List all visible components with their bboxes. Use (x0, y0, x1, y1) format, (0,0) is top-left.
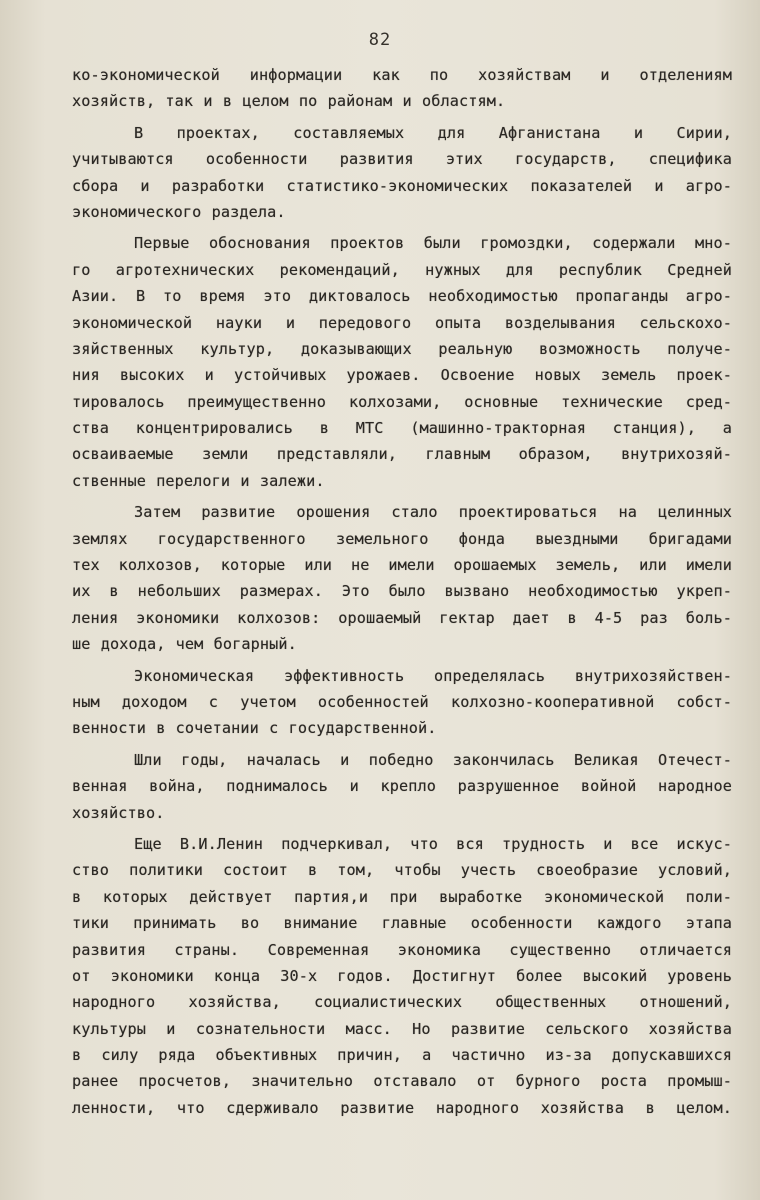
text-line: ко-экономической информации как по хозяйствам и отделениям (72, 66, 732, 84)
paragraph (72, 62, 732, 115)
text-line: осваиваемые земли представляли, главным образом, внутрихозяй- (72, 445, 732, 464)
text-line: учитываются особенности развития этих государств, специфика (72, 150, 732, 169)
text-line: ше дохода, чем богарный. (72, 635, 297, 654)
text-line: тировалось преимущественно колхозами, основные технические сред- (72, 392, 732, 411)
text-line: от экономики конца 30-х годов. Достигнут более высокий уровень (72, 966, 732, 985)
paragraph (72, 499, 732, 657)
text-line: хозяйств, так и в целом по районам и областям. (72, 92, 506, 111)
text-line: Затем развитие орошения стало проектироваться на целинных (134, 503, 732, 522)
text-line: зяйственных культур, доказывающих реальную возможность получе- (72, 339, 732, 358)
text-line: их в небольших размерах. Это было вызвано необходимостью укреп- (72, 582, 732, 601)
text-line: тики принимать во внимание главные особенности каждого этапа (72, 914, 732, 933)
text-line: ленности, что сдерживало развитие народного хозяйства в целом. (72, 1098, 732, 1117)
text-line: Первые обоснования проектов были громоздки, содержали мно- (134, 234, 732, 253)
text-line: го агротехнических рекомендаций, нужных для республик Средней (72, 260, 732, 279)
paragraph (72, 747, 732, 826)
text-line: ственные перелоги и залежи. (72, 471, 325, 490)
text-line: В проектах, составляемых для Афганистана и Сирии, (134, 123, 732, 142)
text-line: народного хозяйства, социалистических общественных отношений, (72, 993, 732, 1012)
paragraph (72, 663, 732, 742)
text-line: в которых действует партия,и при выработке экономической поли- (72, 887, 732, 906)
text-line: ным доходом с учетом особенностей колхозно-кооперативной собст- (72, 692, 732, 711)
text-line: ранее просчетов, значительно отставало от бурного роста промыш- (72, 1072, 732, 1091)
text-line: землях государственного земельного фонда выездными бригадами (72, 529, 732, 548)
text-line: ства концентрировались в МТС (машинно-тракторная станция), а (72, 419, 732, 438)
paragraph (72, 230, 732, 494)
paragraph (72, 120, 732, 226)
text-line: экономической науки и передового опыта возделывания сельскохо- (72, 313, 732, 332)
text-line: ления экономики колхозов: орошаемый гектар дает в 4-5 раз боль- (72, 608, 732, 627)
text-line: Экономическая эффективность определялась внутрихозяйствен- (134, 666, 732, 685)
text-line: ния высоких и устойчивых урожаев. Освоение новых земель проек- (72, 366, 732, 385)
text-line: развития страны. Современная экономика существенно отличается (72, 940, 732, 959)
text-line: тех колхозов, которые или не имели орошаемых земель, или имели (72, 556, 732, 575)
text-line: хозяйство. (72, 803, 165, 822)
text-line: Еще В.И.Ленин подчеркивал, что вся трудность и все искус- (134, 834, 732, 853)
text-line: ство политики состоит в том, чтобы учесть своеобразие условий, (72, 861, 732, 880)
text-line: венная война, поднималось и крепло разрушенное войной народное (72, 777, 732, 796)
page-number: 82 (368, 30, 392, 50)
text-line: Шли годы, началась и победно закончилась Великая Отечест- (134, 750, 732, 769)
text-line: в силу ряда объективных причин, а частично из-за допускавшихся (72, 1046, 732, 1065)
text-line: культуры и сознательности масс. Но развитие сельского хозяйства (72, 1019, 732, 1038)
text-line: Азии. В то время это диктовалось необходимостью пропаганды агро- (72, 287, 732, 306)
text-line: венности в сочетании с государственной. (72, 719, 437, 738)
body-text (72, 62, 732, 1121)
paragraph (72, 831, 732, 1121)
text-line: экономического раздела. (72, 202, 286, 221)
text-line: сбора и разработки статистико-экономических показателей и агро- (72, 176, 732, 195)
